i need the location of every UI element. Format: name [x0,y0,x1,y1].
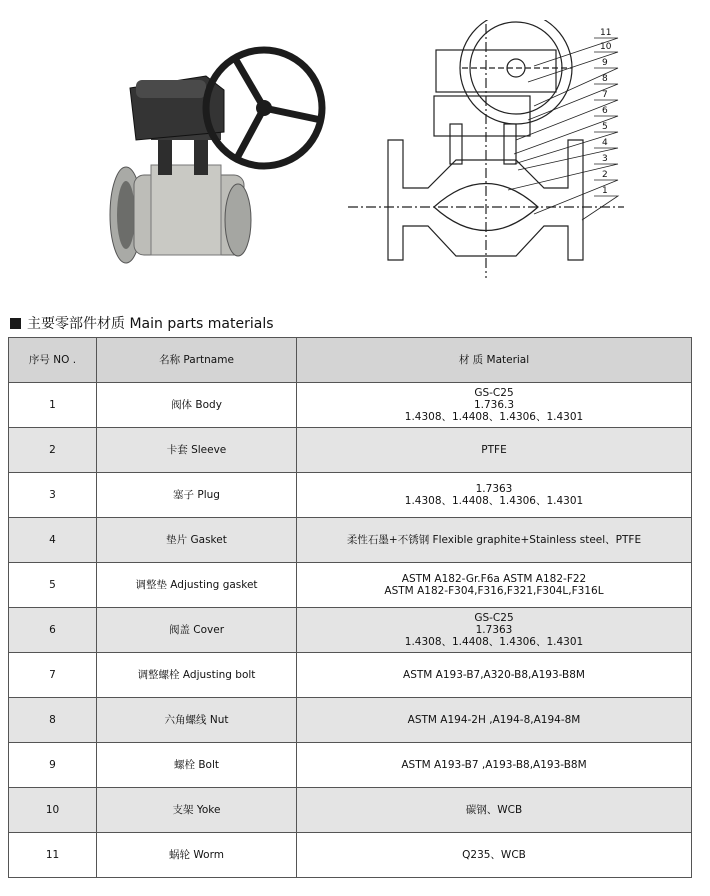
callout-1: 1 [602,186,608,196]
material-line: ASTM A193-B7 ,A193-B8,A193-B8M [401,759,587,771]
table-row [9,518,692,563]
table-row [9,428,692,473]
part-name: 螺栓 Bolt [97,743,297,788]
material-line: GS-C25 [474,612,514,624]
part-number: 1 [9,383,97,428]
part-material [297,473,692,518]
part-name: 六角螺线 Nut [97,698,297,743]
material-line: ASTM A194-2H ,A194-8,A194-8M [407,714,581,726]
table-row [9,788,692,833]
table-row [9,473,692,518]
part-name: 塞子 Plug [97,473,297,518]
callout-11: 11 [600,28,612,38]
callout-7: 7 [602,90,608,100]
material-line: PTFE [481,444,507,456]
material-line: ASTM A182-F304,F316,F321,F304L,F316L [384,585,604,597]
header-material: 材 质 Material [297,338,692,383]
table-header-row [9,338,692,383]
material-line: 1.736.3 [473,399,515,411]
part-name: 调整螺栓 Adjusting bolt [97,653,297,698]
heading-bullet-icon [10,318,21,329]
material-line: 柔性石墨+不锈钢 Flexible graphite+Stainless steel、PTFE [346,534,642,546]
part-name: 蜗轮 Worm [97,833,297,878]
material-line: 1.4308、1.4408、1.4306、1.4301 [404,495,584,507]
part-material [297,428,692,473]
parts-materials-table [8,337,692,878]
part-material [297,698,692,743]
part-name: 垫片 Gasket [97,518,297,563]
material-line: 碳钢、WCB [465,804,523,816]
header-partname: 名称 Partname [97,338,297,383]
table-row [9,743,692,788]
part-number: 6 [9,608,97,653]
part-number: 7 [9,653,97,698]
material-line: 1.4308、1.4408、1.4306、1.4301 [404,411,584,423]
callout-4: 4 [602,138,608,148]
callout-10: 10 [600,42,612,52]
part-number: 10 [9,788,97,833]
section-title: 主要零部件材质 Main parts materials [27,316,274,332]
part-material [297,563,692,608]
callout-6: 6 [602,106,608,116]
part-name: 阀盖 Cover [97,608,297,653]
table-row [9,608,692,653]
callout-2: 2 [602,170,608,180]
part-material [297,518,692,563]
part-material [297,608,692,653]
material-line: GS-C25 [474,387,514,399]
part-name: 卡套 Sleeve [97,428,297,473]
material-line: Q235、WCB [462,849,526,861]
header-no: 序号 NO . [9,338,97,383]
part-number: 9 [9,743,97,788]
part-name: 调整垫 Adjusting gasket [97,563,297,608]
table-body [9,383,692,878]
valve-section-drawing [338,20,628,282]
table-row [9,833,692,878]
table-row [9,698,692,743]
part-number: 4 [9,518,97,563]
section-heading [10,314,274,332]
part-material [297,743,692,788]
part-material [297,383,692,428]
material-line: ASTM A182-Gr.F6a ASTM A182-F22 [401,573,587,585]
part-name: 阀体 Body [97,383,297,428]
part-material [297,788,692,833]
material-line: 1.4308、1.4408、1.4306、1.4301 [404,636,584,648]
table-row [9,383,692,428]
callout-8: 8 [602,74,608,84]
part-material [297,653,692,698]
table-row [9,563,692,608]
part-number: 5 [9,563,97,608]
callout-3: 3 [602,154,608,164]
part-number: 2 [9,428,97,473]
material-line: 1.7363 [475,624,513,636]
part-number: 8 [9,698,97,743]
part-name: 支架 Yoke [97,788,297,833]
callout-9: 9 [602,58,608,68]
material-line: ASTM A193-B7,A320-B8,A193-B8M [403,669,585,681]
part-number: 11 [9,833,97,878]
part-material [297,833,692,878]
callout-5: 5 [602,122,608,132]
part-number: 3 [9,473,97,518]
valve-photo [96,40,336,270]
material-line: 1.7363 [475,483,513,495]
table-row [9,653,692,698]
